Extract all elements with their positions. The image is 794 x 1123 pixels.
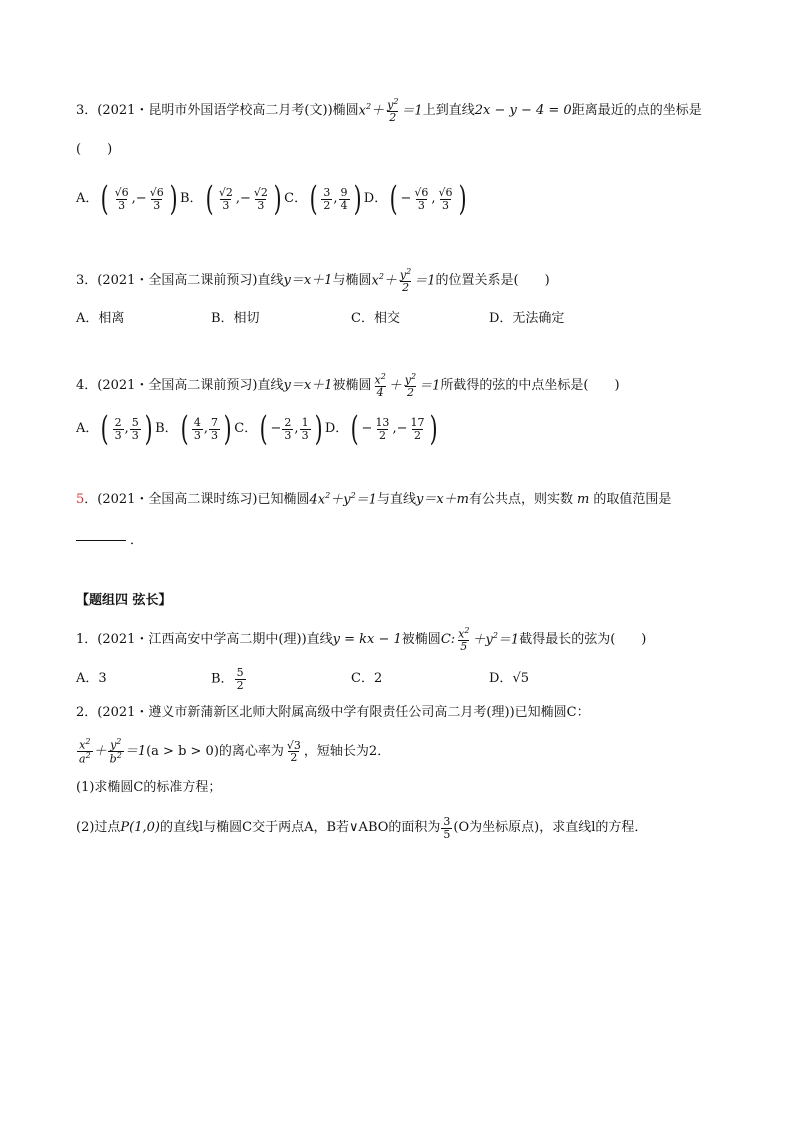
q4-ellipse: $\frac{x^2}{4}$ ＋ $\frac{y^2}{2}$ ＝1 <box>374 372 441 400</box>
g1-option-a: A．3 <box>76 671 107 687</box>
q3a-mid: 上到直线 <box>422 103 475 119</box>
q5-suffix: 有公共点，则实数 <box>468 491 573 507</box>
question-g1 <box>76 627 646 653</box>
q4-suffix: 所截得的弦的中点坐标是( ) <box>440 378 620 394</box>
q5-number: 5 <box>76 491 85 507</box>
question-5 <box>76 491 671 508</box>
area-fraction: $\frac{3}{5}$ <box>443 815 451 841</box>
q3b-line: y＝x＋1 <box>283 273 333 289</box>
option-a-label: A． <box>76 191 99 207</box>
q3b-ellipse: $x^2+$ $\frac{y^2}{2}$ ＝1 <box>371 267 436 295</box>
option-c-label: C． <box>284 191 308 207</box>
g1-option-d: D．√5 <box>489 671 529 687</box>
g2-part2-a: (2)过点 <box>76 820 121 836</box>
q4-mid: 被椭圆 <box>332 378 372 394</box>
option-a-value: ( $\frac{√6}{3}$ ,− $\frac{√6}{3}$ ) <box>101 179 178 219</box>
q5-answer-line <box>76 533 143 549</box>
q4-options <box>76 409 441 449</box>
ellipse-eq: $x^2+$ $\frac{y^2}{2}$ ＝1 <box>358 97 423 125</box>
answer-blank[interactable] <box>76 540 126 541</box>
q4-option-a-value: ( $\frac{2}{3}$ , $\frac{5}{3}$ ) <box>101 409 153 449</box>
g1-mid: 被椭圆 <box>401 632 441 648</box>
q4-option-c-value: ( − $\frac{2}{3}$ , $\frac{1}{3}$ ) <box>259 409 323 449</box>
q4-option-c-label: C． <box>234 421 258 437</box>
g2-condition <box>76 738 390 765</box>
q3b-prefix: 3．(2021・全国高二课前预习)直线 <box>76 273 284 289</box>
g1-line: y = kx − 1 <box>332 632 402 648</box>
q5-prefix: ．(2021・全国高二课时练习)已知椭圆 <box>84 491 310 507</box>
q4-prefix: 4．(2021・全国高二课前预习)直线 <box>76 378 284 394</box>
q3b-option-b: B．相切 <box>211 311 260 326</box>
q4-option-a-label: A． <box>76 421 99 437</box>
g2-part2-b: 的直线l与椭圆C交于两点A，B若∨ABO的面积为 <box>160 820 441 836</box>
option-d-value: ( − $\frac{√6}{3}$ , $\frac{√6}{3}$ ) <box>389 179 467 219</box>
eccentricity: $\frac{√3}{2}$ <box>286 738 301 765</box>
q4-option-b-value: ( $\frac{4}{3}$ , $\frac{7}{3}$ ) <box>180 409 232 449</box>
q3a-options <box>76 179 469 219</box>
q5-ellipse: $4x^2+y^2=1$ <box>309 491 377 508</box>
g1-option-b: B． $\frac{5}{2}$ <box>211 666 244 692</box>
g1-options <box>76 667 529 691</box>
g1-ellipse: $\frac{x^2}{5}$ $+y^2=1$ <box>458 626 520 654</box>
g2-part2 <box>76 816 647 840</box>
g2-ellipse: $\frac{x^2}{a^2}$ ＋ $\frac{y^2}{b^2}$ ＝1 <box>79 737 147 766</box>
g2-part1: (1)求椭圆C的标准方程； <box>76 780 222 795</box>
q5-line: y＝x＋m <box>415 491 469 507</box>
q4-option-b-label: B． <box>155 421 178 437</box>
question-3b <box>76 268 550 294</box>
q5-mid: 与直线 <box>376 491 416 507</box>
q3b-option-d: D．无法确定 <box>489 311 565 326</box>
option-d-label: D． <box>363 191 388 207</box>
g1-prefix: 1．(2021・江西高安中学高二期中(理))直线 <box>76 632 333 648</box>
g2-cond: (a > b > 0)的离心率为 <box>146 743 284 759</box>
g2-cond2: ，短轴长为2． <box>303 743 391 759</box>
q3a-suffix: 距离最近的点的坐标是 <box>571 103 702 119</box>
option-b-value: ( $\frac{√2}{3}$ ,− $\frac{√2}{3}$ ) <box>205 179 282 219</box>
q3b-suffix: 的位置关系是( ) <box>435 273 550 289</box>
q3b-option-a: A．相离 <box>76 311 125 326</box>
q4-option-d-value: ( − $\frac{13}{2}$ ,− $\frac{17}{2}$ ) <box>350 409 439 449</box>
q4-option-d-label: D． <box>324 421 349 437</box>
question-3a <box>76 98 702 124</box>
q5-tail: ． <box>130 533 144 548</box>
q4-line: y＝x＋1 <box>283 378 333 394</box>
q5-var: m <box>577 491 590 507</box>
g2-point: P(1,0) <box>120 820 160 836</box>
q5-end: 的取值范围是 <box>593 491 672 507</box>
g1-suffix: 截得最长的弦为( ) <box>519 632 647 648</box>
q3b-option-c: C．相交 <box>351 311 400 326</box>
q3a-paren: ( ) <box>76 142 113 157</box>
g1-option-c: C．2 <box>351 671 383 687</box>
g2-part2-c: (O为坐标原点)，求直线l的方程． <box>453 820 648 836</box>
option-b-label: B． <box>179 191 203 207</box>
q3b-options <box>76 311 564 327</box>
q3a-prefix: 3．(2021・昆明市外国语学校高二月考(文))椭圆 <box>76 103 359 119</box>
option-c-value: ( $\frac{3}{2}$ , $\frac{9}{4}$ ) <box>309 179 362 219</box>
question-g2: 2．(2021・遵义市新蒲新区北师大附属高级中学有限责任公司高二月考(理))已知椭圆C： <box>76 705 590 720</box>
q3b-mid: 与椭圆 <box>332 273 372 289</box>
line-eq: 2x − y − 4 = 0 <box>474 103 572 119</box>
section-title: 【题组四 弦长】 <box>76 593 172 608</box>
question-4 <box>76 373 620 399</box>
g1-ell-label: C: <box>440 632 456 648</box>
